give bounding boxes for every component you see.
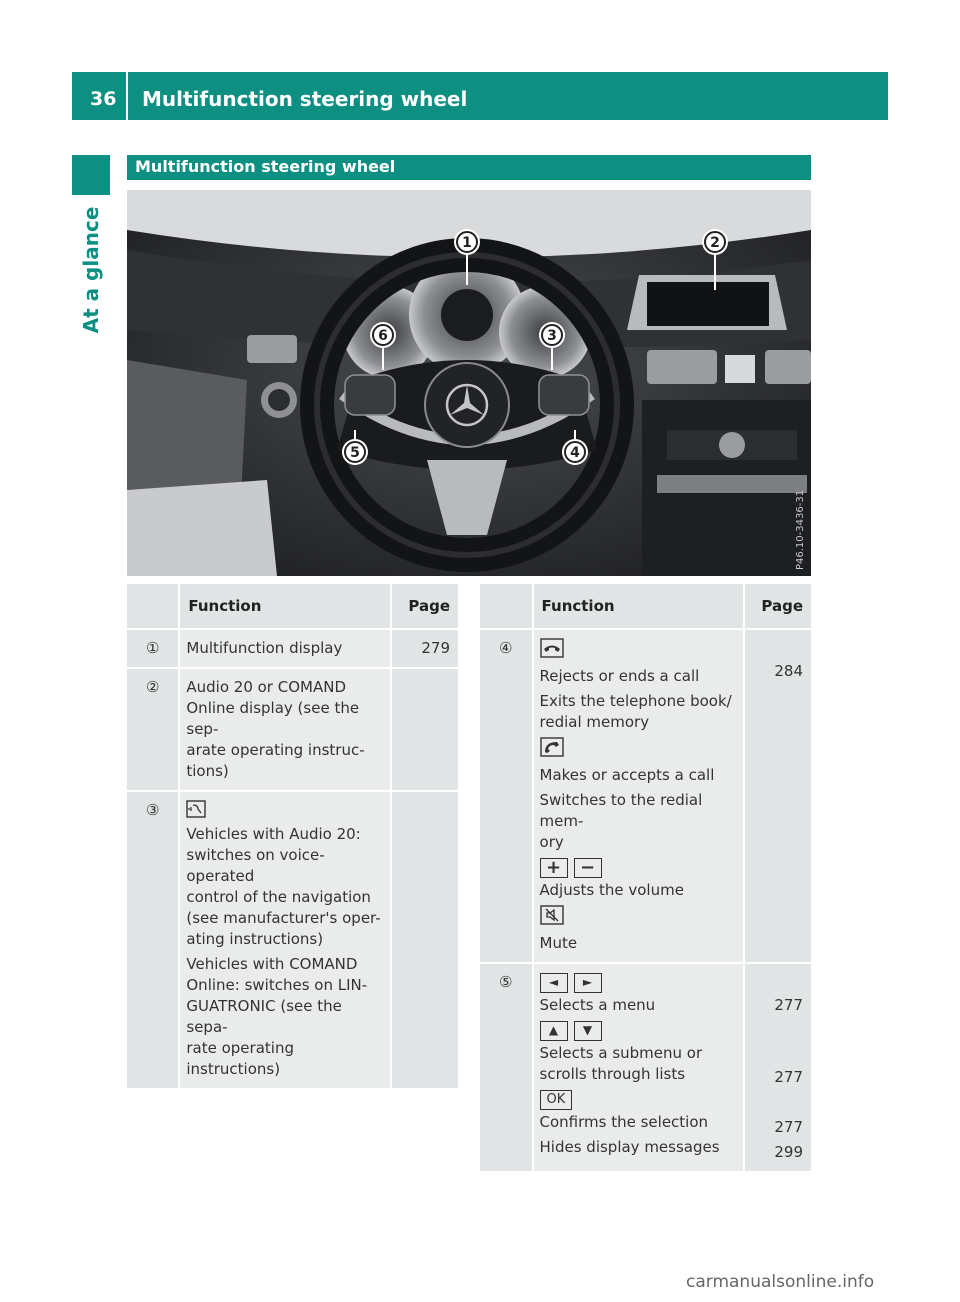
row-number: ① [127,629,179,668]
row-function: Rejects or ends a call Exits the telephone book/ redial memory Makes or accepts a call Switches to the redial mem- ory + − Adjusts the volume Mute [533,629,745,963]
watermark: carmanualsonline.info [686,1272,875,1292]
steering-wheel-photo [127,190,811,576]
row-page [391,791,458,1089]
function-header: Function [533,584,745,629]
callout-3: 3 [547,328,557,344]
table-header-row [127,584,458,629]
mute-icon [540,905,738,931]
right-arrow-icon: ► [574,973,602,993]
row-function: ◄ ► Selects a menu ▲ ▼ Selects a submenu or scrolls through lists OK Confirms the selection Hides display messages [533,963,745,1172]
row-page: 284 [744,629,811,963]
side-tab-block [72,155,110,195]
header-divider [126,72,128,120]
steering-wheel-illustration [127,190,811,576]
function-table-left [127,584,458,1090]
function-header: Function [179,584,391,629]
callout-5: 5 [350,445,360,461]
accept-call-icon [540,737,738,763]
row-page [391,668,458,791]
table-row [480,963,811,1172]
plus-icon: + [540,858,568,878]
row-number: ③ [127,791,179,1089]
row-number: ④ [480,629,533,963]
row-function: Audio 20 or COMAND Online display (see the sep- arate operating instruc- tions) [179,668,391,791]
row-page: 279 [391,629,458,668]
page-header: Page [744,584,811,629]
callout-6: 6 [378,328,388,344]
voice-icon [186,800,384,824]
table-row [480,629,811,963]
photo-code: P46.10-3436-31 [795,489,806,570]
table-header-row [480,584,811,629]
function-table-right [480,584,811,1173]
section-header [127,155,811,180]
ok-icon: OK [540,1090,573,1110]
up-arrow-icon: ▲ [540,1021,568,1041]
minus-icon: − [574,858,602,878]
header-title: Multifunction steering wheel [142,87,468,111]
section-title: Multifunction steering wheel [135,157,396,176]
end-call-icon [540,638,738,664]
side-tab-label: At a glance [79,206,103,334]
row-function: Multifunction display [179,629,391,668]
page-header [72,72,888,120]
row-page: 277 277 277 299 [744,963,811,1172]
table-row [127,629,458,668]
table-row [127,791,458,1089]
callout-4: 4 [570,445,580,461]
table-row [127,668,458,791]
row-function: Vehicles with Audio 20: switches on voice-operated control of the navigation (see manufacturer's oper- ating instructions) Vehicles with COMAND Online: switches on LIN- GUATRONIC (see the sepa- rate operating instructions) [179,791,391,1089]
page-number: 36 [90,88,117,110]
callout-1: 1 [462,235,472,251]
down-arrow-icon: ▼ [574,1021,602,1041]
row-number: ② [127,668,179,791]
side-tab [72,200,110,340]
left-arrow-icon: ◄ [540,973,568,993]
row-number: ⑤ [480,963,533,1172]
page-header: Page [391,584,458,629]
callout-2: 2 [710,235,720,251]
